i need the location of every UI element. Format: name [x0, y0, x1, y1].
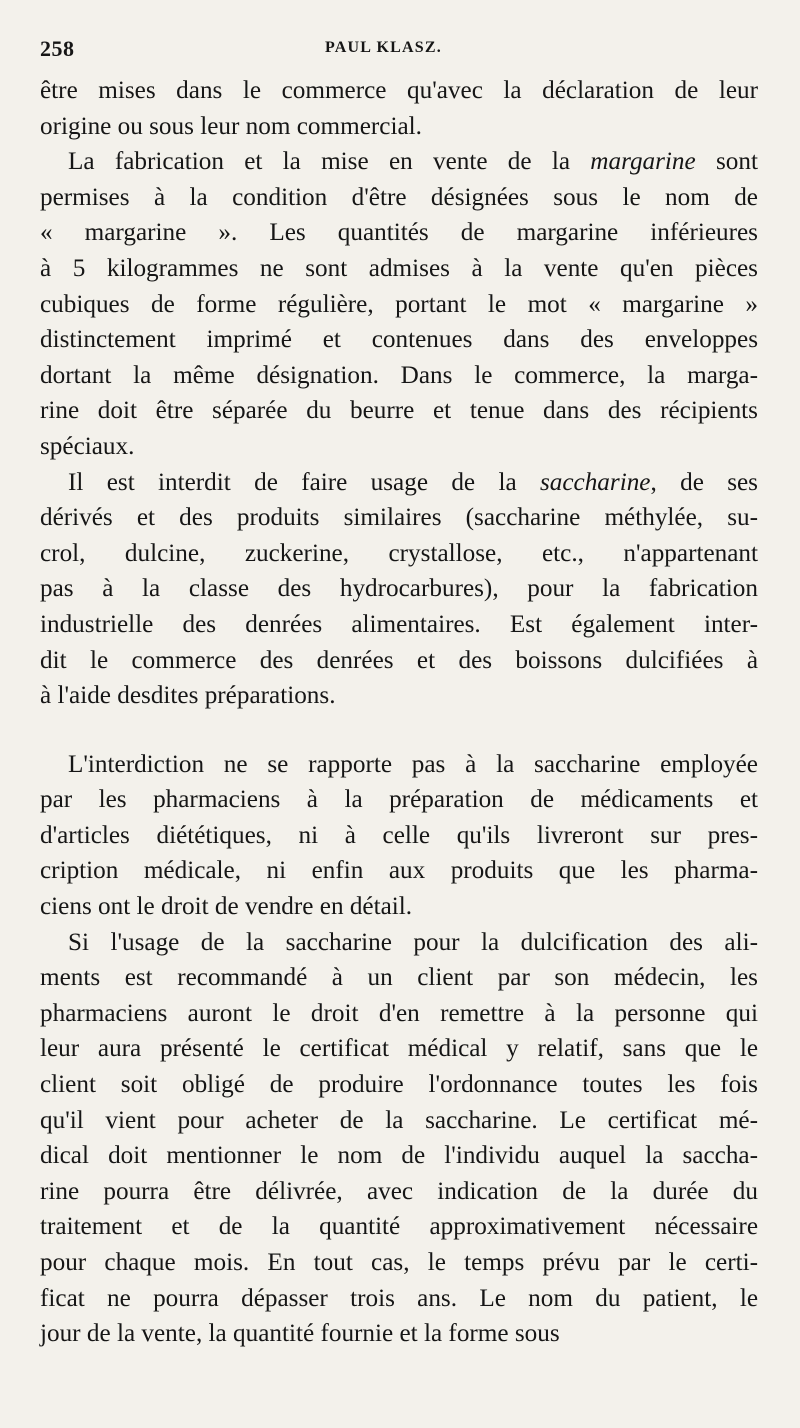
text-line	[40, 465, 758, 501]
text-line: à 5 kilogrammes ne sont admises à la vente qu'en pièces	[40, 254, 758, 282]
italic-term: margarine	[590, 148, 696, 176]
text-line: ciens ont le droit de vendre en détail.	[40, 893, 413, 921]
text-line: dical doit mentionner le nom de l'individu auquel la saccha-	[40, 1142, 758, 1170]
text-line: permises à la condition d'être désignées sous le nom de	[40, 183, 758, 211]
paragraph	[40, 73, 758, 144]
text-line: spéciaux.	[40, 432, 135, 460]
text-line: crol, dulcine, zuckerine, crystallose, etc., n'appartenant	[40, 539, 758, 567]
text-run: Il est interdit de faire usage de la	[68, 468, 540, 496]
text-line: « margarine ». Les quantités de margarine inférieures	[40, 219, 758, 247]
paragraph-gap	[40, 714, 758, 747]
text-line: pour chaque mois. En tout cas, le temps prévu par le certi-	[40, 1249, 758, 1276]
text-line	[40, 144, 758, 180]
running-head-author: PAUL KLASZ.	[325, 39, 442, 56]
text-line: origine ou sous leur nom commercial.	[40, 112, 422, 140]
paragraph	[40, 144, 758, 464]
text-run: , de ses	[650, 468, 758, 496]
text-line: pas à la classe des hydrocarbures), pour la fabrication	[40, 575, 758, 603]
text-line: dérivés et des produits similaires (saccharine méthylée, su-	[40, 504, 758, 532]
text-line: cription médicale, ni enfin aux produits que les pharma-	[40, 857, 758, 885]
text-line: distinctement imprimé et contenues dans des enveloppes	[40, 326, 758, 354]
text-line: par les pharmaciens à la préparation de médicaments et	[40, 786, 758, 814]
text-line: rine doit être séparée du beurre et tenue dans des récipients	[40, 397, 758, 425]
text-line: d'articles diététiques, ni à celle qu'ils livreront sur pres-	[40, 821, 758, 849]
text-line: rine pourra être délivrée, avec indication de la durée du	[40, 1177, 758, 1205]
italic-term: saccharine	[539, 468, 651, 496]
text-line: L'interdiction ne se rapporte pas à la saccharine employée	[68, 750, 758, 778]
text-line: ficat ne pourra dépasser trois ans. Le nom du patient, le	[40, 1284, 758, 1312]
text-line: ments est recommandé à un client par son médecin, les	[40, 964, 758, 992]
paragraph	[40, 747, 758, 925]
text-run: sont	[695, 148, 758, 176]
text-line: dortant la même désignation. Dans le commerce, la marga-	[40, 361, 758, 389]
body-text	[40, 73, 758, 1352]
text-line: à l'aide desdites préparations.	[40, 682, 336, 710]
text-line: traitement et de la quantité approximativement nécessaire	[40, 1213, 758, 1241]
text-run: La fabrication et la mise en vente de la	[68, 148, 591, 176]
text-line: client soit obligé de produire l'ordonnance toutes les fois	[40, 1071, 758, 1099]
text-line: cubiques de forme régulière, portant le mot « margarine »	[40, 290, 758, 318]
paragraph	[40, 925, 758, 1352]
page-number: 258	[40, 36, 75, 61]
text-line: leur aura présenté le certificat médical y relatif, sans que le	[40, 1035, 758, 1063]
text-line: industrielle des denrées alimentaires. Est également inter-	[40, 610, 758, 638]
text-line: dit le commerce des denrées et des boissons dulcifiées à	[40, 646, 758, 674]
text-line: Si l'usage de la saccharine pour la dulcification des ali-	[68, 928, 758, 956]
paragraph	[40, 465, 758, 714]
running-head	[40, 36, 760, 66]
text-line: être mises dans le commerce qu'avec la déclaration de leur	[40, 77, 758, 104]
text-line: pharmaciens auront le droit d'en remettre à la personne qui	[40, 999, 758, 1027]
text-line: jour de la vente, la quantité fournie et la forme sous	[40, 1320, 560, 1348]
text-line: qu'il vient pour acheter de la saccharine. Le certificat mé-	[40, 1106, 758, 1134]
